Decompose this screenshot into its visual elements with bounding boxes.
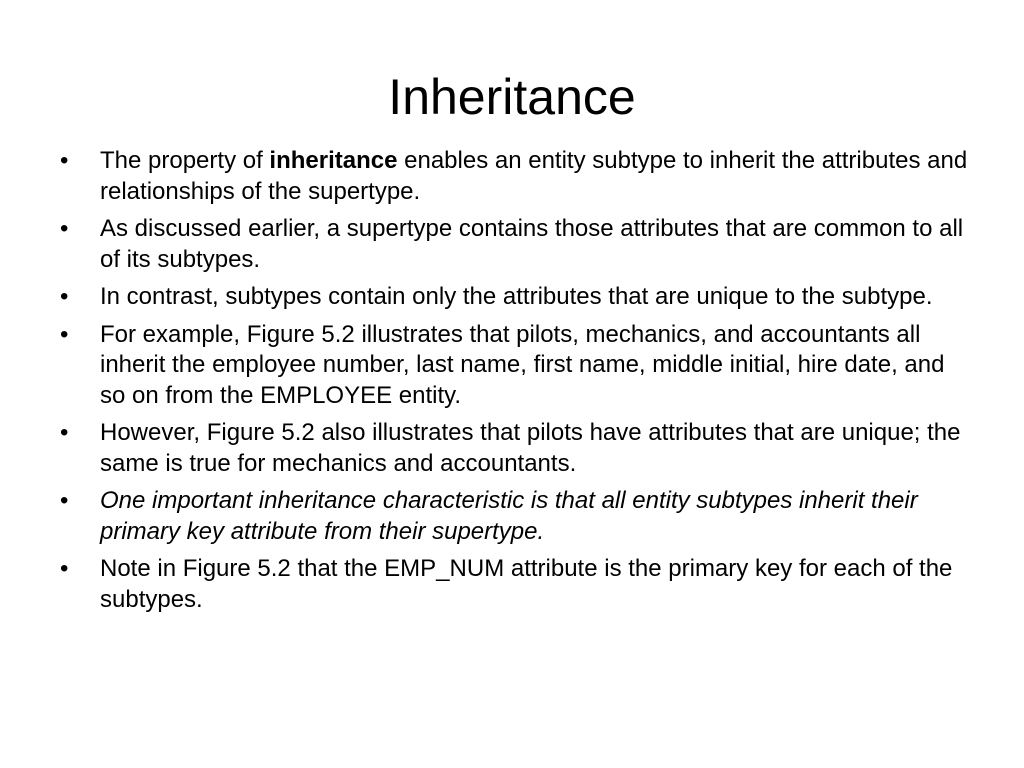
bullet-text: For example, Figure 5.2 illustrates that pilots, mechanics, and accountants all inherit the employee number, last name, first name, middle initial, hire date, and so on from the EMPLOYEE entity. bbox=[100, 320, 945, 409]
bullet-marker: • bbox=[60, 320, 69, 348]
bullet-marker: • bbox=[60, 487, 69, 514]
slide-title: Inheritance bbox=[388, 69, 636, 125]
bullet-item-figure-example bbox=[60, 320, 975, 412]
bullet-marker: • bbox=[60, 283, 69, 310]
bullet-marker: • bbox=[60, 419, 69, 446]
bullet-marker: • bbox=[60, 215, 69, 242]
bullet-text-before: The property of bbox=[100, 147, 270, 174]
bullet-list bbox=[60, 146, 975, 622]
bullet-item-primary-key-characteristic bbox=[60, 486, 975, 547]
bullet-item-supertype-attributes bbox=[60, 214, 975, 275]
bullet-item-emp-num-note bbox=[60, 554, 975, 615]
bullet-marker: • bbox=[60, 555, 69, 582]
bullet-item-subtype-attributes bbox=[60, 282, 975, 313]
bullet-text-italic: One important inheritance characteristic is that all entity subtypes inherit their primary key attribute from their supertype. bbox=[100, 487, 918, 545]
bullet-text-after: enables an entity subtype to inherit the attributes and relationships of the supertype. bbox=[100, 147, 968, 205]
bullet-marker: • bbox=[60, 147, 69, 174]
bullet-text-bold-term: inheritance bbox=[269, 147, 398, 174]
bullet-text: In contrast, subtypes contain only the attributes that are unique to the subtype. bbox=[100, 283, 933, 310]
bullet-item-unique-attributes bbox=[60, 418, 975, 479]
bullet-text: However, Figure 5.2 also illustrates that pilots have attributes that are unique; the same is true for mechanics and accountants. bbox=[100, 419, 961, 477]
bullet-text: Note in Figure 5.2 that the EMP_NUM attribute is the primary key for each of the subtypes. bbox=[100, 555, 953, 613]
bullet-item-inheritance-definition bbox=[60, 146, 975, 207]
bullet-text: As discussed earlier, a supertype contains those attributes that are common to all of its subtypes. bbox=[100, 215, 964, 273]
